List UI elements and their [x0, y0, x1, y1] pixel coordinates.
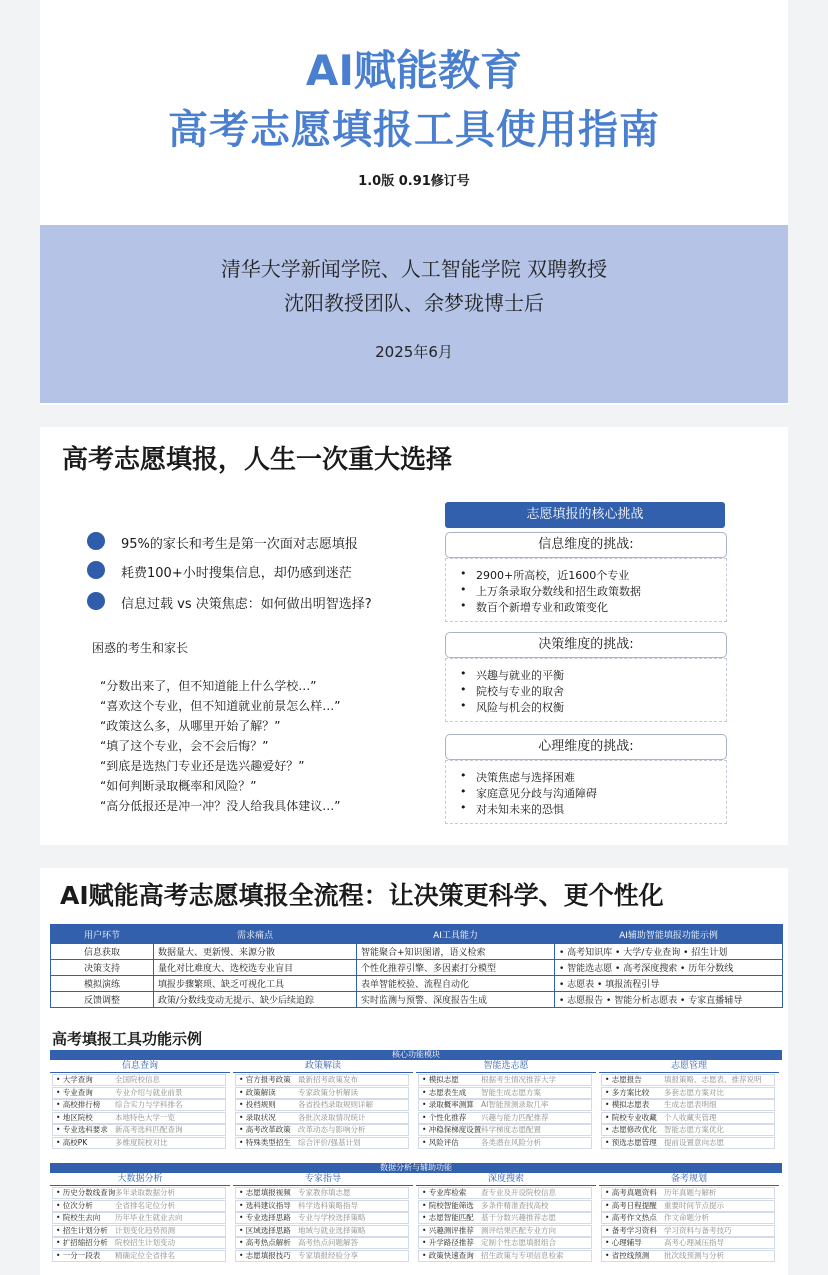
feature-name: • 录取状况	[239, 1112, 276, 1122]
feature-name: • 备考学习资料	[605, 1225, 657, 1235]
quote: “分数出来了，但不知道能上什么学校…”	[100, 679, 317, 693]
feature-name: • 兴趣测评推荐	[422, 1225, 474, 1235]
feature-item[interactable]	[235, 1250, 409, 1262]
feature-desc: 本地特色大学一览	[115, 1112, 175, 1122]
feature-item[interactable]	[235, 1137, 409, 1149]
feature-item[interactable]	[52, 1250, 226, 1262]
feature-name: • 招生计划分析	[56, 1225, 108, 1235]
feature-name: • 特殊类型招生	[239, 1137, 291, 1147]
feature-desc: 各批次录取情况统计	[298, 1112, 366, 1122]
feature-item[interactable]	[418, 1099, 592, 1111]
feature-item[interactable]	[418, 1187, 592, 1199]
feature-item[interactable]	[601, 1087, 775, 1099]
feature-desc: 全省排名定位分析	[115, 1200, 175, 1210]
feature-desc: 各省投档录取规则详解	[298, 1100, 373, 1109]
feature-name: • 大学查询	[56, 1075, 93, 1084]
feature-item[interactable]	[52, 1212, 226, 1224]
feature-desc: 地域与就业选择策略	[298, 1225, 366, 1235]
feature-item[interactable]	[52, 1124, 226, 1136]
feature-desc: 计划变化趋势预测	[115, 1225, 175, 1235]
feature-desc: 学习资料与备考技巧	[664, 1225, 732, 1235]
module-title: 信息查询	[50, 1061, 230, 1073]
feature-name: • 高校PK	[56, 1137, 88, 1147]
feature-name: • 志愿填报视频	[239, 1188, 291, 1197]
feature-name: • 一分一段表	[56, 1250, 101, 1260]
table-row: 决策支持 量化对比难度大、选校选专业盲目 个性化推荐引擎、多因素打分模型 • 智能选志愿 • 高考深度搜索 • 历年分数线	[51, 960, 783, 976]
feature-name: • 省控线预测	[605, 1250, 650, 1260]
workflow-table	[50, 924, 783, 1008]
module-title: 备考规划	[599, 1174, 779, 1186]
feature-desc: 智能志愿方案优化	[664, 1125, 724, 1134]
feature-name: • 专业库检索	[422, 1188, 467, 1197]
feature-item[interactable]	[418, 1087, 592, 1099]
challenge-list: 兴趣与就业的平衡 院校与专业的取舍 风险与机会的权衡	[445, 658, 727, 722]
feature-name: • 区域选择思路	[239, 1225, 291, 1235]
feature-name: • 官方报考政策	[239, 1075, 291, 1084]
feature-item[interactable]	[235, 1099, 409, 1111]
bullet-icon	[87, 561, 105, 579]
author-line2: 沈阳教授团队、余梦珑博士后	[284, 291, 544, 315]
feature-desc: 历年真题与解析	[664, 1188, 717, 1197]
feature-desc: 历年毕业生就业去向	[115, 1213, 183, 1222]
feature-desc: 兴趣与能力匹配推荐	[481, 1112, 549, 1122]
version-label: 1.0版 0.91修订号	[358, 174, 470, 189]
feature-name: • 模拟志愿	[422, 1075, 459, 1084]
feature-item[interactable]	[235, 1225, 409, 1237]
feature-name: • 专业查询	[56, 1087, 93, 1097]
feature-name: • 志愿智能匹配	[422, 1213, 474, 1222]
feature-desc: 查专业及开设院校信息	[481, 1188, 556, 1197]
feature-name: • 历史分数线查询	[56, 1188, 116, 1197]
feature-name: • 心理辅导	[605, 1238, 642, 1247]
feature-item[interactable]	[418, 1250, 592, 1262]
feature-desc: 高考热点问题解答	[298, 1238, 358, 1247]
cover-page	[40, 0, 788, 405]
feature-item[interactable]	[601, 1112, 775, 1124]
workflow-page	[40, 868, 788, 1275]
feature-desc: 生成志愿表明细	[664, 1100, 717, 1109]
core-module-grid	[50, 1061, 782, 1151]
author-line1: 清华大学新闻学院、人工智能学院 双聘教授	[220, 257, 608, 281]
module-title: 政策解读	[233, 1061, 413, 1073]
feature-item[interactable]	[601, 1237, 775, 1249]
feature-name: • 志愿填报技巧	[239, 1250, 291, 1260]
feature-desc: 提前设置意向志愿	[664, 1137, 724, 1147]
quote: “高分低报还是冲一冲？没人给我具体建议…”	[100, 799, 341, 813]
feature-name: • 模拟志愿表	[605, 1100, 650, 1109]
feature-name: • 扩招缩招分析	[56, 1238, 108, 1247]
feature-name: • 风险评估	[422, 1137, 459, 1147]
feature-name: • 地区院校	[56, 1112, 93, 1122]
feature-item[interactable]	[418, 1200, 592, 1212]
feature-desc: 专家填报经验分享	[298, 1250, 358, 1260]
feature-desc: AI智能预测录取几率	[481, 1100, 549, 1109]
feature-item[interactable]	[235, 1124, 409, 1136]
feature-item[interactable]	[601, 1124, 775, 1136]
feature-name: • 投档规则	[239, 1100, 276, 1109]
feature-name: • 高考热点解析	[239, 1238, 291, 1247]
quote: “填了这个专业，会不会后悔？”	[100, 739, 269, 753]
feature-item[interactable]	[52, 1112, 226, 1124]
feature-item[interactable]	[235, 1112, 409, 1124]
module-title: 志愿管理	[599, 1061, 779, 1073]
publish-date: 2025年6月	[375, 343, 453, 361]
table-header: AI辅助智能填报功能示例	[555, 925, 783, 944]
feature-item[interactable]	[52, 1087, 226, 1099]
section-title: AI赋能高考志愿填报全流程：让决策更科学、更个性化	[60, 881, 664, 910]
feature-name: • 个性化推荐	[422, 1112, 467, 1122]
quote: “如何判断录取概率和风险？”	[100, 779, 257, 793]
feature-desc: 综合实力与学科排名	[115, 1100, 183, 1109]
feature-desc: 高考心理减压指导	[664, 1238, 724, 1247]
feature-name: • 高考改革政策	[239, 1125, 291, 1134]
feature-desc: 多年录取数据分析	[115, 1188, 175, 1197]
feature-desc: 全国院校信息	[115, 1075, 160, 1084]
feature-desc: 新高考选科匹配查询	[115, 1125, 183, 1134]
feature-item[interactable]	[418, 1112, 592, 1124]
feature-item[interactable]	[601, 1225, 775, 1237]
confused-label: 困惑的考生和家长	[92, 641, 189, 655]
feature-desc: 基于分数兴趣推荐志愿	[481, 1213, 556, 1222]
feature-desc: 个人收藏夹管理	[664, 1112, 717, 1122]
feature-name: • 位次分析	[56, 1200, 93, 1210]
feature-desc: 测评结果匹配专业方向	[481, 1225, 556, 1235]
feature-name: • 录取概率测算	[422, 1100, 474, 1109]
bullet-icon	[87, 592, 105, 610]
feature-desc: 多条件精准查找高校	[481, 1200, 549, 1210]
feature-item[interactable]	[52, 1099, 226, 1111]
bullet-icon	[87, 532, 105, 550]
module-title: 大数据分析	[50, 1174, 230, 1186]
table-row: 信息获取 数据量大、更新慢、来源分散 智能聚合+知识图谱，语义检索 • 高考知识库 • 大学/专业查询 • 招生计划	[51, 944, 783, 960]
feature-desc: 科学梯度志愿配置	[481, 1125, 541, 1134]
feature-name: • 预选志愿管理	[605, 1137, 657, 1147]
quote: “到底是选热门专业还是选兴趣爱好？”	[100, 759, 305, 773]
feature-desc: 定制个性志愿填报组合	[481, 1238, 556, 1247]
feature-name: • 政策快速查询	[422, 1250, 474, 1260]
feature-item[interactable]	[235, 1087, 409, 1099]
core-band: 核心功能模块	[50, 1050, 782, 1060]
feature-item[interactable]	[52, 1237, 226, 1249]
section-title: 高考志愿填报，人生一次重大选择	[62, 445, 453, 475]
feature-desc: 多维度院校对比	[115, 1137, 168, 1147]
feature-item[interactable]	[235, 1187, 409, 1199]
feature-name: • 院校智能筛选	[422, 1200, 474, 1210]
feature-desc: 填报策略、志愿表、推荐说明	[664, 1075, 762, 1084]
feature-name: • 选科建议指导	[239, 1200, 291, 1210]
challenge-list: 2900+所高校，近1600个专业 上万条录取分数线和招生政策数据 数百个新增专业和政策变化	[445, 558, 727, 622]
feature-name: • 专业选择思路	[239, 1213, 291, 1222]
module-title: 专家指导	[233, 1174, 413, 1186]
quote: “政策这么多，从哪里开始了解？”	[100, 719, 281, 733]
support-band: 数据分析与辅助功能	[50, 1163, 782, 1173]
cover-title-line1: AI赋能教育	[305, 46, 523, 95]
feature-desc: 作文命题分析	[664, 1213, 709, 1222]
table-header-row	[51, 925, 783, 944]
table-row: 反馈调整 政策/分数线变动无提示、缺少后续追踪 实时监测与预警、深度报告生成 • 志愿报告 • 智能分析志愿表 • 专家直播辅导	[51, 992, 783, 1008]
feature-item[interactable]	[235, 1200, 409, 1212]
challenge-title: 信息维度的挑战:	[445, 532, 727, 558]
feature-name: • 院校专业收藏	[605, 1112, 657, 1122]
feature-desc: 招生政策与专项信息检索	[481, 1250, 564, 1260]
feature-item[interactable]	[235, 1237, 409, 1249]
feature-item[interactable]	[418, 1212, 592, 1224]
feature-desc: 科学选科策略指导	[298, 1200, 358, 1210]
module-title: 智能选志愿	[416, 1061, 596, 1073]
feature-desc: 院校招生计划变动	[115, 1238, 175, 1247]
feature-name: • 升学路径推荐	[422, 1238, 474, 1247]
feature-item[interactable]	[418, 1137, 592, 1149]
feature-desc: 重要时间节点提示	[664, 1200, 724, 1210]
feature-name: • 高考作文热点	[605, 1213, 657, 1222]
feature-item[interactable]	[52, 1074, 226, 1086]
feature-name: • 专业选科要求	[56, 1125, 108, 1134]
feature-item[interactable]	[52, 1225, 226, 1237]
cover-title-line2: 高考志愿填报工具使用指南	[168, 107, 660, 153]
feature-name: • 高考日程提醒	[605, 1200, 657, 1210]
challenge-page: 高考志愿填报，人生一次重大选择 95%的家长和考生是第一次面对志愿填报 耗费100+小时搜集信息，却仍感到迷茫 信息过载 vs 决策焦虑：如何做出明智选择? 困惑的考生和家长 “分数出来了，但不知道能上什么学校…” “喜欢这个专业，但不知道就业前景怎么样…” “政策这么多，从哪里开始了解？” “填了这个专业，会不会后悔？” “到底是选热门专业还是选兴趣爱好？” “如何判断录取概率和风险？” “高分低报还是冲一冲？没人给我具体建议…” 志愿填报的核心挑战 信息维度的挑战: 2900+所高校，近1600个专业 上万条录取分数线和招生政策数据 数百个新增专业和政策变化 决策维度的挑战: 兴趣与就业的平衡 院校与专业的取舍 风险与机会的权衡 心理维度的挑战: 决策焦虑与选择困难 家庭意见分歧与沟通障碍 对未知未来的恐惧	[40, 427, 788, 845]
feature-item[interactable]	[601, 1200, 775, 1212]
feature-desc: 专家教你填志愿	[298, 1188, 351, 1197]
feature-desc: 智能生成志愿方案	[481, 1087, 541, 1097]
feature-item[interactable]	[601, 1250, 775, 1262]
table-header: 用户环节	[51, 925, 154, 944]
feature-desc: 批次线预测与分析	[664, 1250, 724, 1260]
quote: “喜欢这个专业，但不知道就业前景怎么样…”	[100, 699, 341, 713]
feature-desc: 多套志愿方案对比	[664, 1087, 724, 1097]
feature-item[interactable]	[418, 1074, 592, 1086]
challenge-title: 决策维度的挑战:	[445, 632, 727, 658]
module-title: 深度搜索	[416, 1174, 596, 1186]
table-header: AI工具能力	[357, 925, 555, 944]
challenge-header: 志愿填报的核心挑战	[445, 502, 725, 528]
feature-item[interactable]	[418, 1124, 592, 1136]
feature-item[interactable]	[418, 1225, 592, 1237]
feature-desc: 专家政策分析解读	[298, 1087, 358, 1097]
challenge-title: 心理维度的挑战:	[445, 734, 727, 760]
support-module-grid	[50, 1174, 782, 1264]
feature-item[interactable]	[601, 1212, 775, 1224]
feature-desc: 专业与学校选择策略	[298, 1213, 366, 1222]
tools-title: 高考填报工具功能示例	[52, 1030, 203, 1048]
feature-item[interactable]	[418, 1237, 592, 1249]
feature-name: • 志愿报告	[605, 1075, 642, 1084]
feature-name: • 高考真题资料	[605, 1188, 657, 1197]
feature-desc: 专业介绍与就业前景	[115, 1087, 183, 1097]
feature-item[interactable]	[52, 1200, 226, 1212]
feature-name: • 冲稳保梯度设置	[422, 1125, 482, 1134]
feature-desc: 综合评价/强基计划	[298, 1137, 361, 1147]
feature-item[interactable]	[601, 1099, 775, 1111]
feature-name: • 院校生去向	[56, 1213, 101, 1222]
feature-item[interactable]	[52, 1137, 226, 1149]
feature-name: • 政策解读	[239, 1087, 276, 1097]
feature-item[interactable]	[52, 1187, 226, 1199]
feature-name: • 志愿修改优化	[605, 1125, 657, 1134]
feature-name: • 多方案比较	[605, 1087, 650, 1097]
feature-item[interactable]	[601, 1187, 775, 1199]
feature-item[interactable]	[601, 1137, 775, 1149]
table-row: 模拟演练 填报步骤繁琐、缺乏可视化工具 表单智能校验、流程自动化 • 志愿表 • 填报流程引导	[51, 976, 783, 992]
feature-item[interactable]	[235, 1074, 409, 1086]
feature-desc: 根据考生情况推荐大学	[481, 1075, 556, 1084]
feature-desc: 精确定位全省排名	[115, 1250, 175, 1260]
table-header: 需求痛点	[154, 925, 357, 944]
feature-item[interactable]	[235, 1212, 409, 1224]
challenge-list: 决策焦虑与选择困难 家庭意见分歧与沟通障碍 对未知未来的恐惧	[445, 760, 727, 824]
feature-name: • 志愿表生成	[422, 1087, 467, 1097]
author-band	[40, 225, 788, 403]
feature-desc: 各类潜在风险分析	[481, 1137, 541, 1147]
feature-name: • 高校排行榜	[56, 1100, 101, 1109]
feature-item[interactable]	[601, 1074, 775, 1086]
feature-desc: 改革动态与影响分析	[298, 1125, 366, 1134]
feature-desc: 最新招考政策发布	[298, 1075, 358, 1084]
